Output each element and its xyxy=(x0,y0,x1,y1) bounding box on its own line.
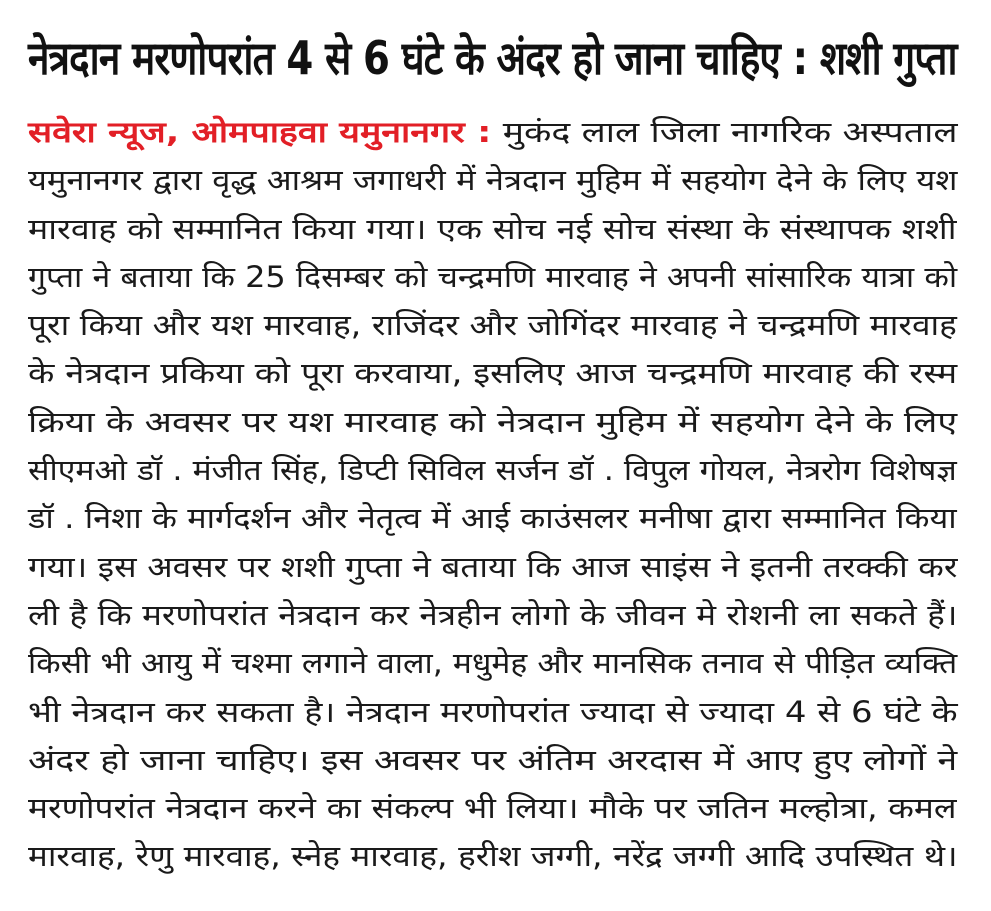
article-line: किसी भी आयु में चश्मा लगाने वाला, मधुमेह और मानसिक तनाव से पीड़ित व्यक्ति xyxy=(28,646,958,681)
article-line: क्रिया के अवसर पर यश मारवाह को नेत्रदान मुहिम में सहयोग देने के लिए xyxy=(28,404,958,439)
article-line xyxy=(28,108,991,156)
article-headline: नेत्रदान मरणोपरांत 4 से 6 घंटे के अंदर हो जाना चाहिए : शशी गुप्ता xyxy=(28,31,957,85)
article-body xyxy=(28,108,957,881)
article-line: मरणोपरांत नेत्रदान करने का संकल्प भी लिया। मौके पर जतिन मल्होत्रा, कमल xyxy=(28,791,957,826)
article-line: यमुनानगर द्वारा वृद्ध आश्रम जगाधरी में नेत्रदान मुहिम में सहयोग देने के लिए यश xyxy=(28,163,958,198)
article-line: के नेत्रदान प्रकिया को पूरा करवाया, इसलिए आज चन्द्रमणि मारवाह की रस्म xyxy=(28,356,958,391)
article-line: पूरा किया और यश मारवाह, राजिंदर और जोगिंदर मारवाह ने चन्द्रमणि मारवाह xyxy=(28,308,957,343)
article-line: सीएमओ डॉ . मंजीत सिंह, डिप्टी सिविल सर्जन डॉ . विपुल गोयल, नेत्ररोग विशेषज्ञ xyxy=(28,453,957,488)
article-line: ली है कि मरणोपरांत नेत्रदान कर नेत्रहीन लोगो के जीवन मे रोशनी ला सकते हैं। xyxy=(28,597,958,632)
article-line: डॉ . निशा के मार्गदर्शन और नेतृत्व में आई काउंसलर मनीषा द्वारा सम्मानित किया xyxy=(28,501,957,536)
article-line-text: मुकंद लाल जिला नागरिक अस्पताल xyxy=(491,115,958,149)
article-line: भी नेत्रदान कर सकता है। नेत्रदान मरणोपरांत ज्यादा से ज्यादा 4 से 6 घंटे के xyxy=(28,694,958,729)
article-line: अंदर हो जाना चाहिए। इस अवसर पर अंतिम अरदास में आए हुए लोगों ने xyxy=(28,742,958,777)
article-line: गुप्ता ने बताया कि 25 दिसम्बर को चन्द्रमणि मारवाह ने अपनी सांसारिक यात्रा को xyxy=(28,259,958,294)
article-line: मारवाह, रेणु मारवाह, स्नेह मारवाह, हरीश जग्गी, नरेंद्र जग्गी आदि उपस्थित थे। xyxy=(28,839,958,874)
article-dateline: सवेरा न्यूज, ओमपाहवा यमुनानगर : xyxy=(28,115,492,149)
article-line: मारवाह को सम्मानित किया गया। एक सोच नई सोच संस्था के संस्थापक शशी xyxy=(28,211,957,246)
article-line: गया। इस अवसर पर शशी गुप्ता ने बताया कि आज साइंस ने इतनी तरक्की कर xyxy=(28,549,958,584)
